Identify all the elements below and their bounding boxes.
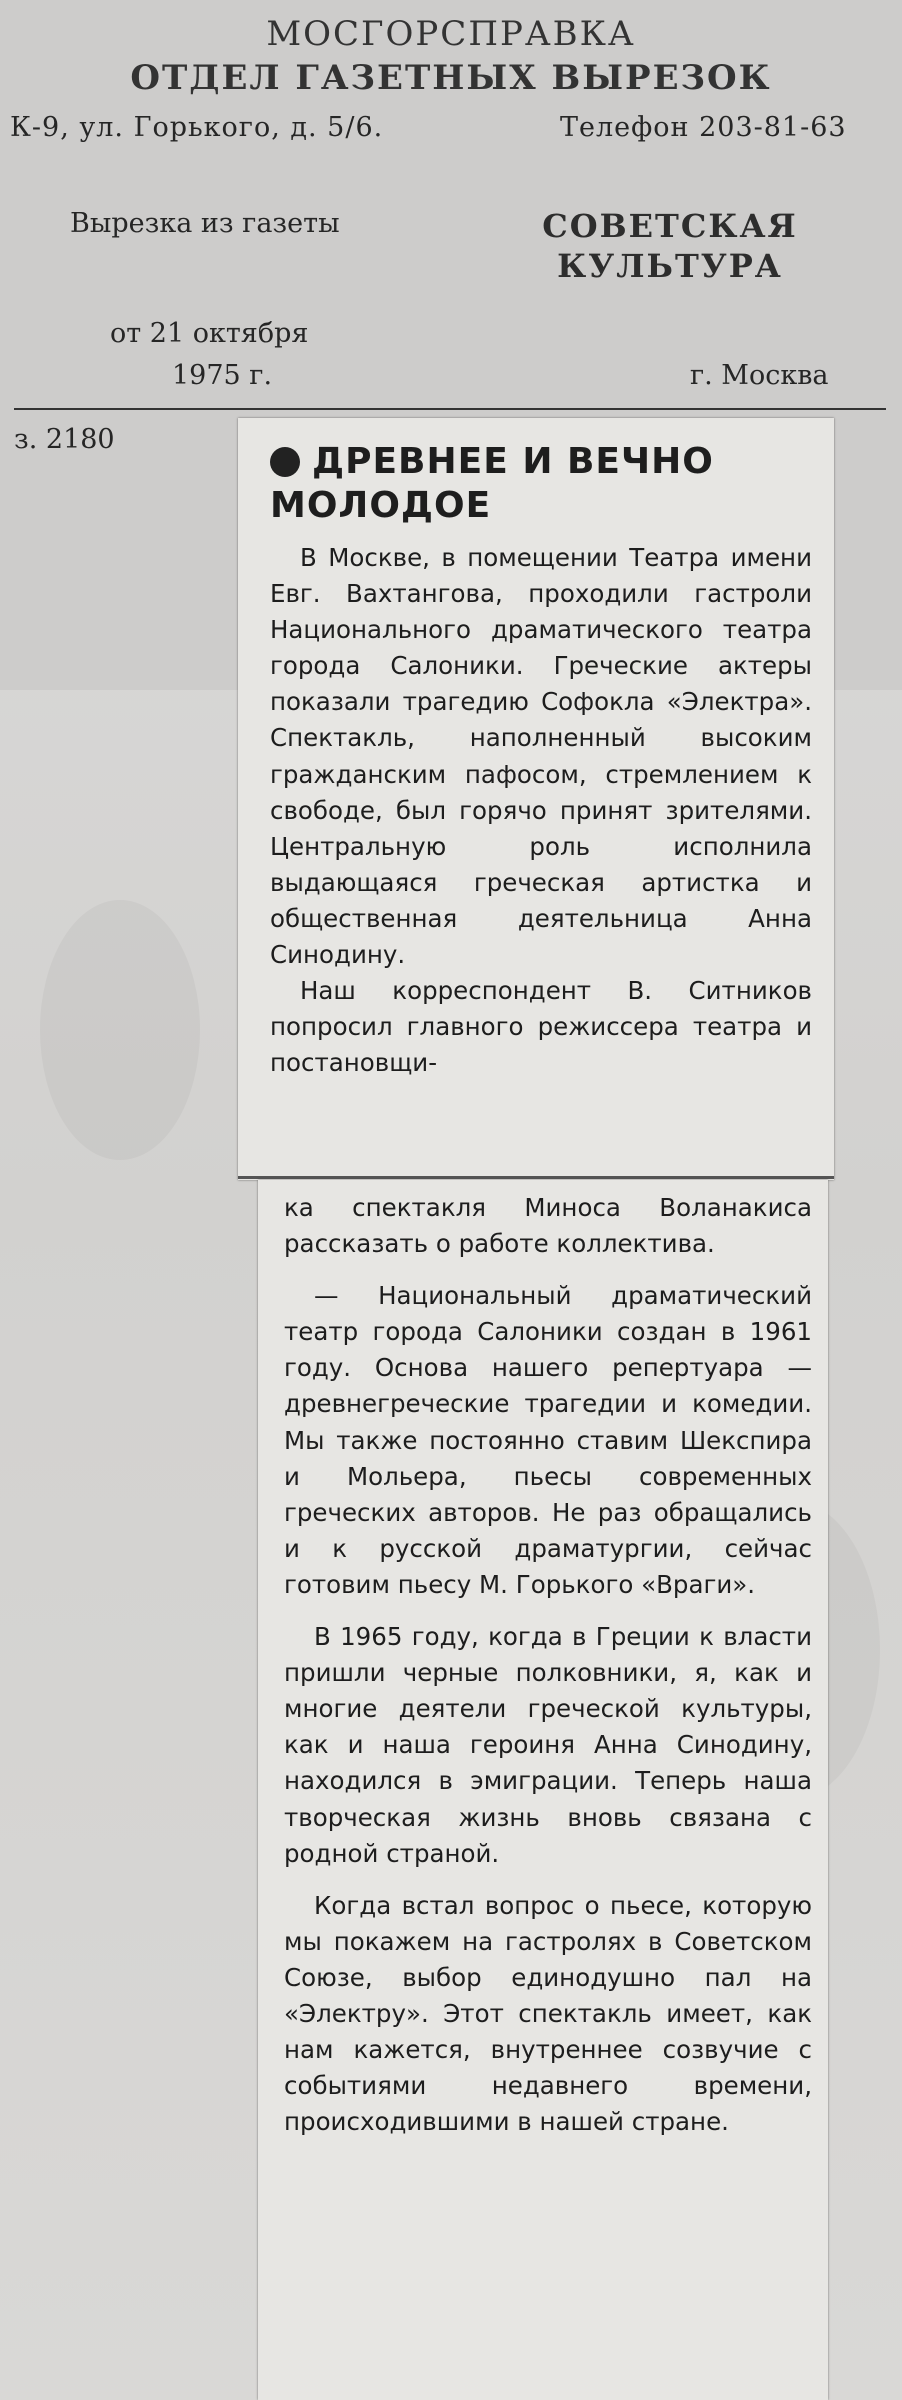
paper-stain: [40, 900, 200, 1160]
article-paragraph: В Москве, в помещении Театра имени Евг. Вахтангова, проходили гастроли Национального драматического театра города Салоники. Греческие актеры показали трагедию Софокла «Электра». Спектакль, наполненный высоким гражданским пафосом, стремлением к свободе, был горячо принят зрителями. Центральную роль исполнила выдающаяся греческая артистка и общественная деятельница Анна Синодину.: [270, 543, 812, 970]
clipping-source-label: Вырезка из газеты: [70, 208, 340, 239]
agency-address: К-9, ул. Горького, д. 5/6.: [10, 112, 384, 143]
article-body-part2: [284, 1190, 812, 2140]
article-paragraph: В 1965 году, когда в Греции к власти пришли черные полковники, я, как и многие деятели греческой культуры, как и наша героиня Анна Синодину, находился в эмиграции. Теперь наша творческая жизнь вновь связана с родной страной.: [284, 1622, 812, 1868]
newspaper-name: СОВЕТСКАЯ КУЛЬТУРА: [542, 207, 798, 285]
article-body-part1: [270, 540, 812, 1081]
clipping-city: г. Москва: [690, 360, 829, 391]
bullet-icon: [270, 447, 300, 477]
article-clipping-top: [238, 418, 834, 1180]
article-continuation: ка спектакля Миноса Воланакиса рассказать о работе коллектива.: [284, 1193, 812, 1259]
header-divider: [14, 408, 886, 410]
article-paragraph: Наш корреспондент В. Ситников попросил главного режиссера театра и постановщи-: [270, 976, 812, 1078]
article-paragraph: Когда встал вопрос о пьесе, которую мы покажем на гастролях в Советском Союзе, выбор единодушно пал на «Электру». Этот спектакль имеет, как нам кажется, внутреннее созвучие с событиями недавнего времени, происходившими в нашей стране.: [284, 1890, 812, 2137]
headline-text: ДРЕВНЕЕ И ВЕЧНО МОЛОДОЕ: [270, 441, 714, 526]
article-paragraph: — Национальный драматический театр города Салоники создан в 1961 году. Основа нашего репертуара — древнегреческие трагедии и комедии. Мы также постоянно ставим Шекспира и Мольера, пьесы современных греческих авторов. Не раз обращались и к русской драматургии, сейчас готовим пьесу М. Горького «Враги».: [284, 1281, 812, 1599]
clipping-date: от 21 октября: [110, 318, 309, 349]
department-name: ОТДЕЛ ГАЗЕТНЫХ ВЫРЕЗОК: [130, 58, 772, 98]
article-headline: [270, 440, 810, 528]
article-clipping-bottom: [258, 1180, 828, 2400]
agency-phone: Телефон 203-81-63: [560, 112, 847, 143]
order-number: з. 2180: [14, 424, 115, 455]
clipping-year: 1975 г.: [172, 360, 273, 391]
agency-name: МОСГОРСПРАВКА: [266, 14, 636, 54]
clipping-cut-line: [238, 1176, 834, 1179]
